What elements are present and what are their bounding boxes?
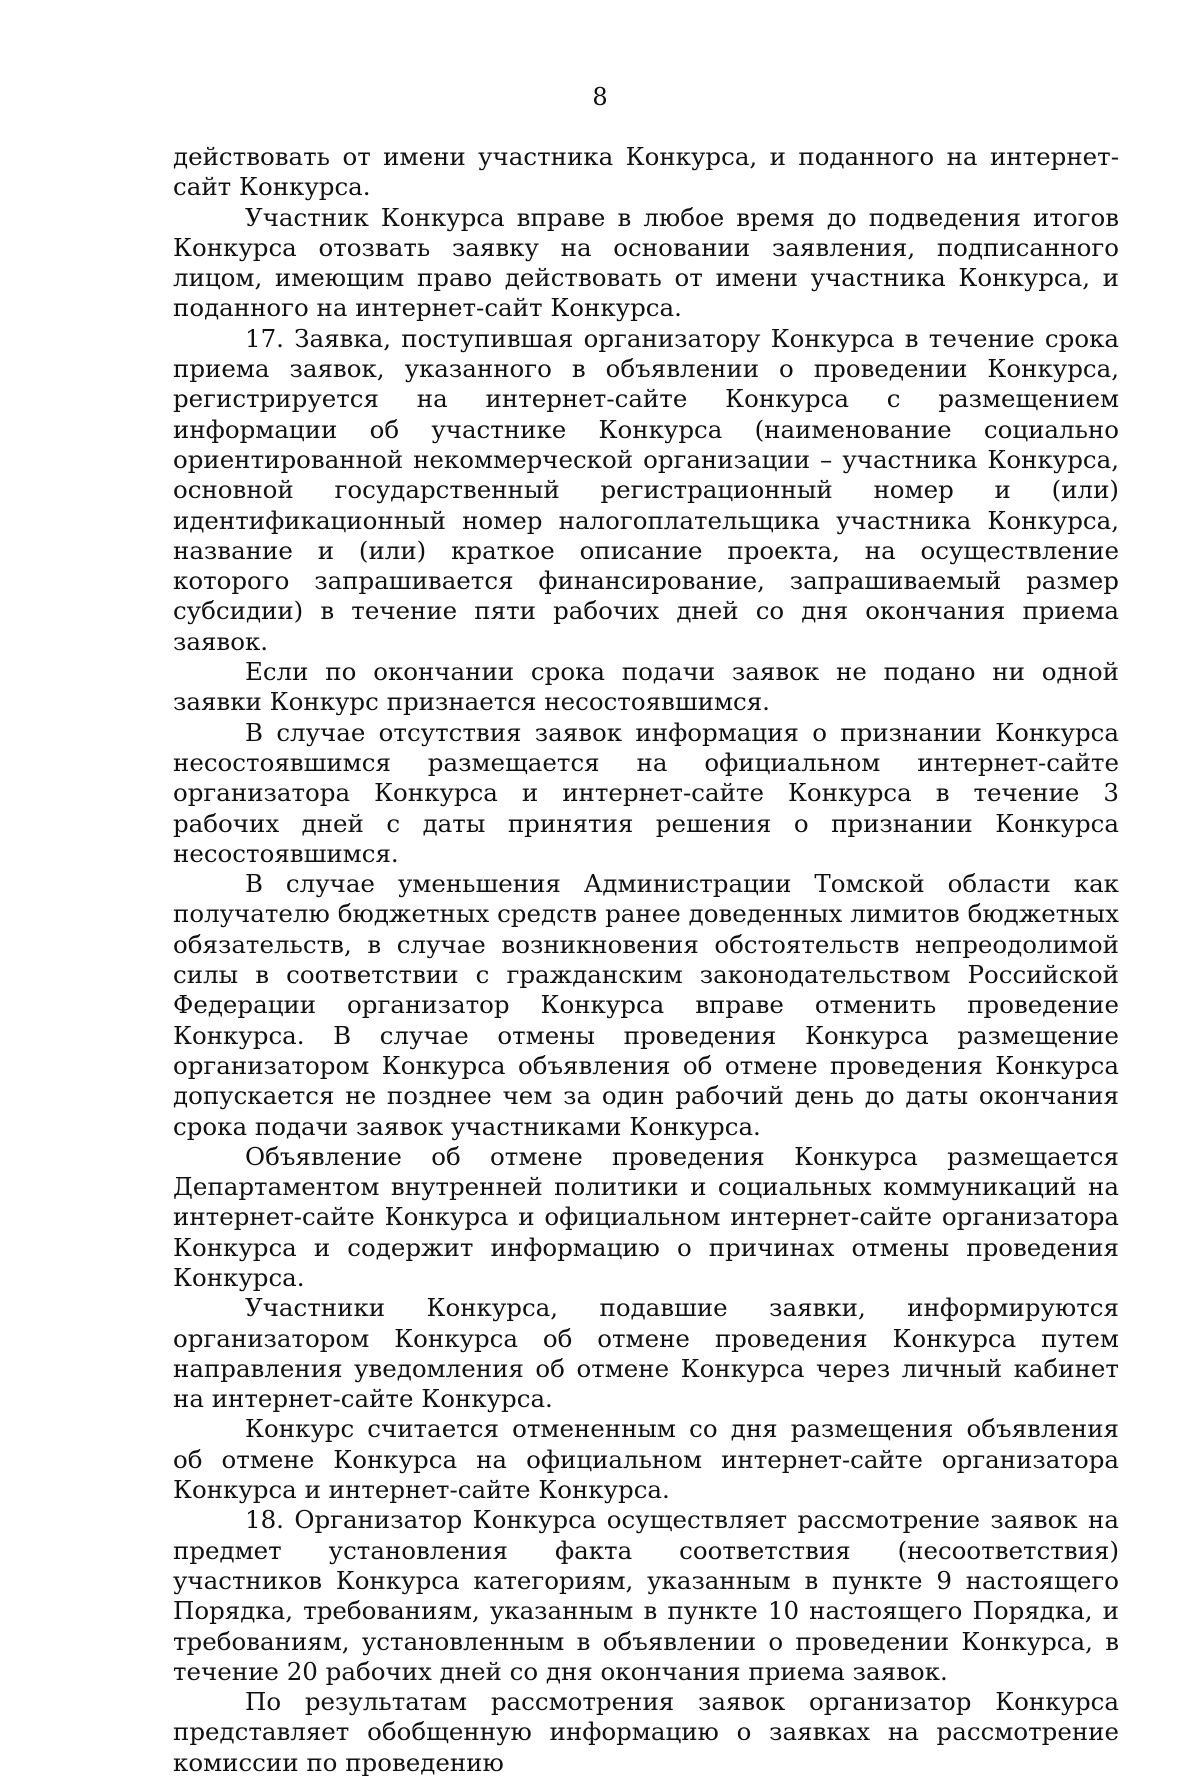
paragraph-cancellation-announcement: Объявление об отмене проведения Конкурса размещается Департаментом внутренней политики и социальных коммуникаций на интернет-сайте Конкурса и официальном интернет-сайте организатора Конкурса и содержит информацию о причинах отмены проведения Конкурса. bbox=[173, 1141, 1119, 1292]
paragraph-17-registration: 17. Заявка, поступившая организатору Конкурса в течение срока приема заявок, указанного в объявлении о проведении Конкурса, регистрируется на интернет-сайте Конкурса с размещением информации об участнике Конкурса (наименование социально ориентированной некоммерческой организации – участника Конкурса, основной государственный регистрационный номер и (или) идентификационный номер налогоплательщика участника Конкурса, название и (или) краткое описание проекта, на осуществление которого запрашивается финансирование, запрашиваемый размер субсидии) в течение пяти рабочих дней со дня окончания приема заявок. bbox=[173, 323, 1119, 656]
paragraph-cancellation-conditions: В случае уменьшения Администрации Томской области как получателю бюджетных средств ранее доведенных лимитов бюджетных обязательств, в случае возникновения обстоятельств непреодолимой силы в соответствии с гражданским законодательством Российской Федерации организатор Конкурса вправе отменить проведение Конкурса. В случае отмены проведения Конкурса размещение организатором Конкурса объявления об отмене проведения Конкурса допускается не позднее чем за один рабочий день до даты окончания срока подачи заявок участниками Конкурса. bbox=[173, 869, 1119, 1141]
paragraph-cancelled-date: Конкурс считается отмененным со дня размещения объявления об отмене Конкурса на официальном интернет-сайте организатора Конкурса и интернет-сайте Конкурса. bbox=[173, 1414, 1119, 1505]
page-number: 8 bbox=[592, 83, 608, 111]
paragraph-withdraw-application: Участник Конкурса вправе в любое время до подведения итогов Конкурса отозвать заявку на основании заявления, подписанного лицом, имеющим право действовать от имени участника Конкурса, и поданного на интернет-сайт Конкурса. bbox=[173, 202, 1119, 323]
paragraph-absence-info: В случае отсутствия заявок информация о признании Конкурса несостоявшимся размещается на официальном интернет-сайте организатора Конкурса и интернет-сайте Конкурса в течение 3 рабочих дней с даты принятия решения о признании Конкурса несостоявшимся. bbox=[173, 717, 1119, 868]
paragraph-review-results: По результатам рассмотрения заявок организатор Конкурса представляет обобщенную информацию о заявках на рассмотрение комиссии по проведению bbox=[173, 1687, 1119, 1777]
paragraph-continuation: действовать от имени участника Конкурса, и поданного на интернет-сайт Конкурса. bbox=[173, 142, 1119, 202]
paragraph-participants-notified: Участники Конкурса, подавшие заявки, информируются организатором Конкурса об отмене проведения Конкурса путем направления уведомления об отмене Конкурса через личный кабинет на интернет-сайте Конкурса. bbox=[173, 1293, 1119, 1414]
paragraph-no-applications: Если по окончании срока подачи заявок не подано ни одной заявки Конкурс признается несостоявшимся. bbox=[173, 657, 1119, 717]
paragraph-18-review: 18. Организатор Конкурса осуществляет рассмотрение заявок на предмет установления факта соответствия (несоответствия) участников Конкурса категориям, указанным в пункте 9 настоящего Порядка, требованиям, указанным в пункте 10 настоящего Порядка, и требованиям, установленным в объявлении о проведении Конкурса, в течение 20 рабочих дней со дня окончания приема заявок. bbox=[173, 1505, 1119, 1686]
document-body bbox=[173, 142, 1119, 1778]
